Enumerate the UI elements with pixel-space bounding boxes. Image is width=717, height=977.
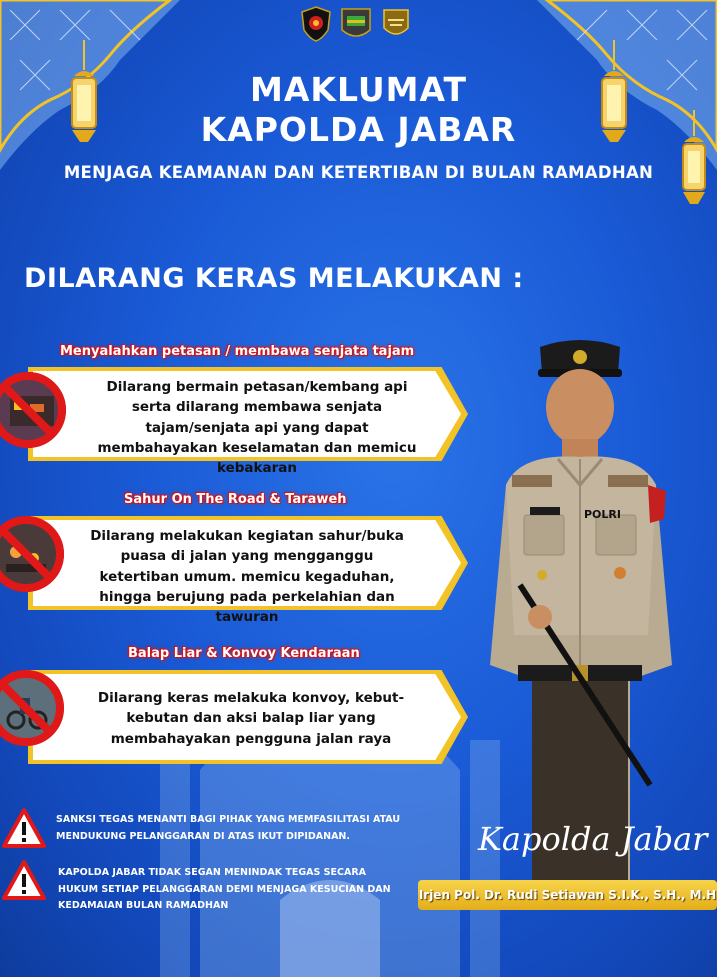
warning-text-1: SANKSI TEGAS MENANTI BAGI PIHAK YANG MEMFASILITASI ATAU MENDUKUNG PELANGGARAN DI ATAS IKUT DIPIDANAN.: [56, 814, 401, 842]
warning-icon: [2, 808, 46, 848]
section-heading: DILARANG KERAS MELAKUKAN :: [24, 263, 524, 294]
name-plate: [418, 880, 717, 910]
police-badge-logo: [300, 6, 332, 42]
prohibition-text-1: Dilarang bermain petasan/kembang api serta dilarang membawa senjata tajam/senjata api yang dapat membahayakan keselamatan dan memicu kebakaran: [97, 379, 417, 476]
prohibition-title-2: Sahur On The Road & Taraweh: [124, 492, 347, 507]
unit-badge-logo: [340, 6, 372, 42]
prohibition-title-3: Balap Liar & Konvoy Kendaraan: [128, 646, 360, 661]
official-name: Irjen Pol. Dr. Rudi Setiawan S.I.K., S.H., M.H: [418, 888, 717, 902]
signature: Kapolda Jabar: [478, 820, 708, 858]
warning-text-2: KAPOLDA JABAR TIDAK SEGAN MENINDAK TEGAS SECARA HUKUM SETIAP PELANGGARAN DEMI MENJAGA KESUCIAN DAN KEDAMAIAN BULAN RAMADHAN: [58, 867, 391, 912]
prohibition-text-3: Dilarang keras melakuka konvoy, kebut-kebutan dan aksi balap liar yang membahayakan pengguna jalan raya: [97, 690, 405, 747]
logo-group: [300, 6, 412, 42]
prohibition-title-1: Menyalahkan petasan / membawa senjata tajam: [60, 344, 415, 359]
warning-icon: [2, 860, 46, 900]
page-subtitle: MENJAGA KEAMANAN DAN KETERTIBAN DI BULAN RAMADHAN: [63, 163, 654, 182]
uniform-label: POLRI: [584, 508, 621, 521]
page-title-line2: KAPOLDA JABAR: [200, 110, 517, 149]
page-title-line1: MAKLUMAT: [250, 70, 467, 109]
prohibition-text-2: Dilarang melakukan kegiatan sahur/buka puasa di jalan yang mengganggu ketertiban umum. memicu kegaduhan, hingga berujung pada perkelahian dan tawuran: [90, 528, 404, 625]
officer-portrait: [480, 335, 700, 895]
traffic-badge-logo: [380, 6, 412, 42]
